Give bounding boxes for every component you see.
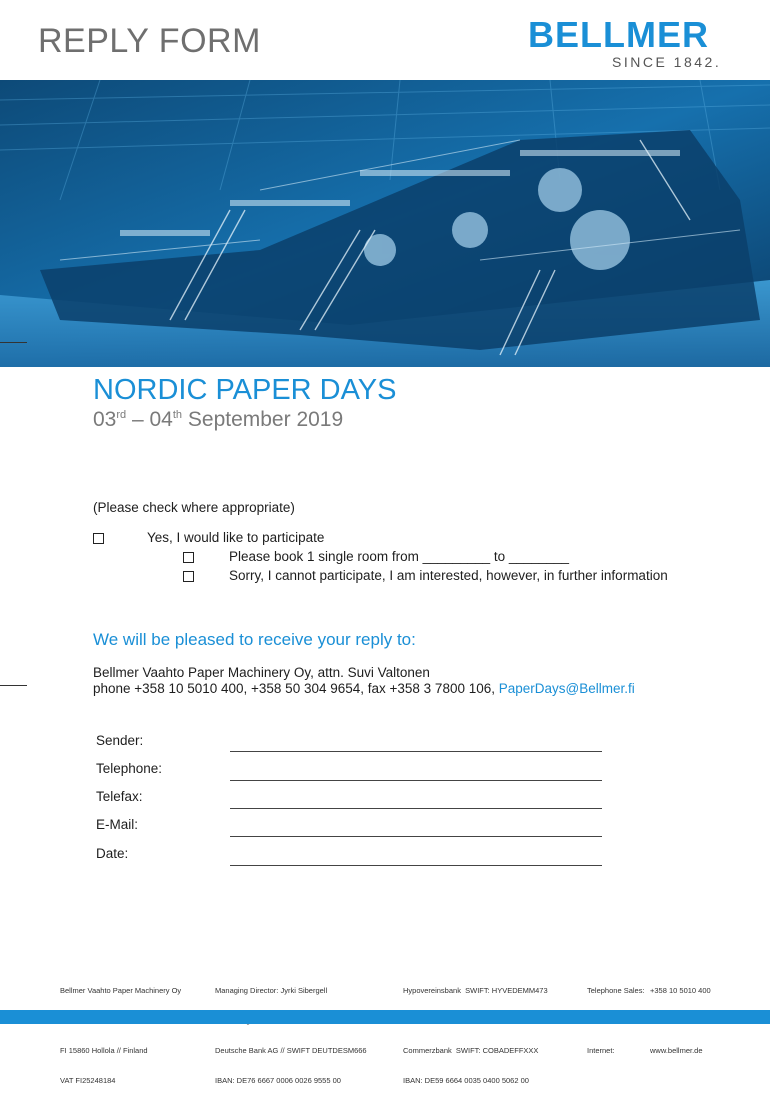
footer-line: Commerzbank SWIFT: COBADEFFXXX: [403, 1046, 539, 1055]
date-part: 03: [93, 408, 117, 431]
participate-checkbox[interactable]: [93, 533, 104, 544]
telephone-field[interactable]: [230, 780, 602, 781]
telefax-field[interactable]: [230, 808, 602, 809]
footer-line: VAT FI25248184: [60, 1076, 116, 1085]
telefax-label: Telefax:: [96, 789, 143, 804]
date-label: Date:: [96, 846, 129, 861]
reply-contact: [93, 681, 635, 696]
event-date: [93, 408, 343, 432]
email-label: E-Mail:: [96, 817, 139, 832]
decline-checkbox[interactable]: [183, 571, 194, 582]
footer-accent-bar: [0, 1010, 770, 1024]
footer-line: Hypovereinsbank SWIFT: HYVEDEMM473: [403, 986, 548, 995]
footer-line: IBAN: DE76 6667 0006 0026 9555 00: [215, 1076, 341, 1085]
instruction-text: (Please check where appropriate): [93, 500, 295, 515]
telephone-label: Telephone:: [96, 761, 163, 776]
reply-phone: phone +358 10 5010 400, +358 50 304 9654, fax +358 3 7800 106,: [93, 681, 499, 696]
room-label: Please book 1 single room from _________ to ________: [229, 549, 569, 564]
date-field[interactable]: [230, 865, 602, 866]
footer-line: IBAN: DE59 6664 0035 0400 5062 00: [403, 1076, 529, 1085]
date-suffix: th: [172, 409, 183, 421]
date-part: September 2019: [182, 408, 344, 431]
paper-machine-photo: [0, 80, 770, 367]
participate-label: Yes, I would like to participate: [147, 530, 325, 545]
footer-line: Deutsche Bank AG // SWIFT DEUTDESM666: [215, 1046, 367, 1055]
email-field[interactable]: [230, 836, 602, 837]
decline-label: Sorry, I cannot participate, I am interested, however, in further information: [229, 568, 668, 583]
footer-register: [215, 966, 367, 1096]
machine-illustration: [0, 80, 770, 367]
sender-field[interactable]: [230, 751, 602, 752]
footer-line: Internet:: [587, 1046, 615, 1055]
reply-email-link[interactable]: PaperDays@Bellmer.fi: [498, 681, 635, 696]
footer-line: Managing Director: Jyrki Sibergell: [215, 986, 328, 995]
footer-banks: [403, 966, 548, 1096]
reply-heading: We will be pleased to receive your reply to:: [93, 630, 416, 649]
footer-line: FI 15860 Hollola // Finland: [60, 1046, 148, 1055]
footer-line: Telephone Sales:: [587, 986, 645, 995]
date-part: – 04: [126, 408, 173, 431]
logo-since-text: SINCE 1842.: [612, 54, 722, 70]
bellmer-logo: BELLMER: [528, 14, 709, 55]
edge-mark: [0, 685, 27, 686]
footer-line: www.bellmer.de: [650, 1046, 703, 1055]
event-title: NORDIC PAPER DAYS: [93, 374, 397, 406]
edge-mark: [0, 342, 27, 343]
footer-company: [60, 966, 181, 1096]
room-checkbox[interactable]: [183, 552, 194, 563]
reply-address: Bellmer Vaahto Paper Machinery Oy, attn. Suvi Valtonen: [93, 665, 430, 680]
sender-label: Sender:: [96, 733, 144, 748]
footer-line: Bellmer Vaahto Paper Machinery Oy: [60, 986, 182, 995]
footer-line: +358 10 5010 400: [650, 986, 711, 995]
date-suffix: rd: [116, 409, 127, 421]
page-title: REPLY FORM: [38, 22, 261, 60]
